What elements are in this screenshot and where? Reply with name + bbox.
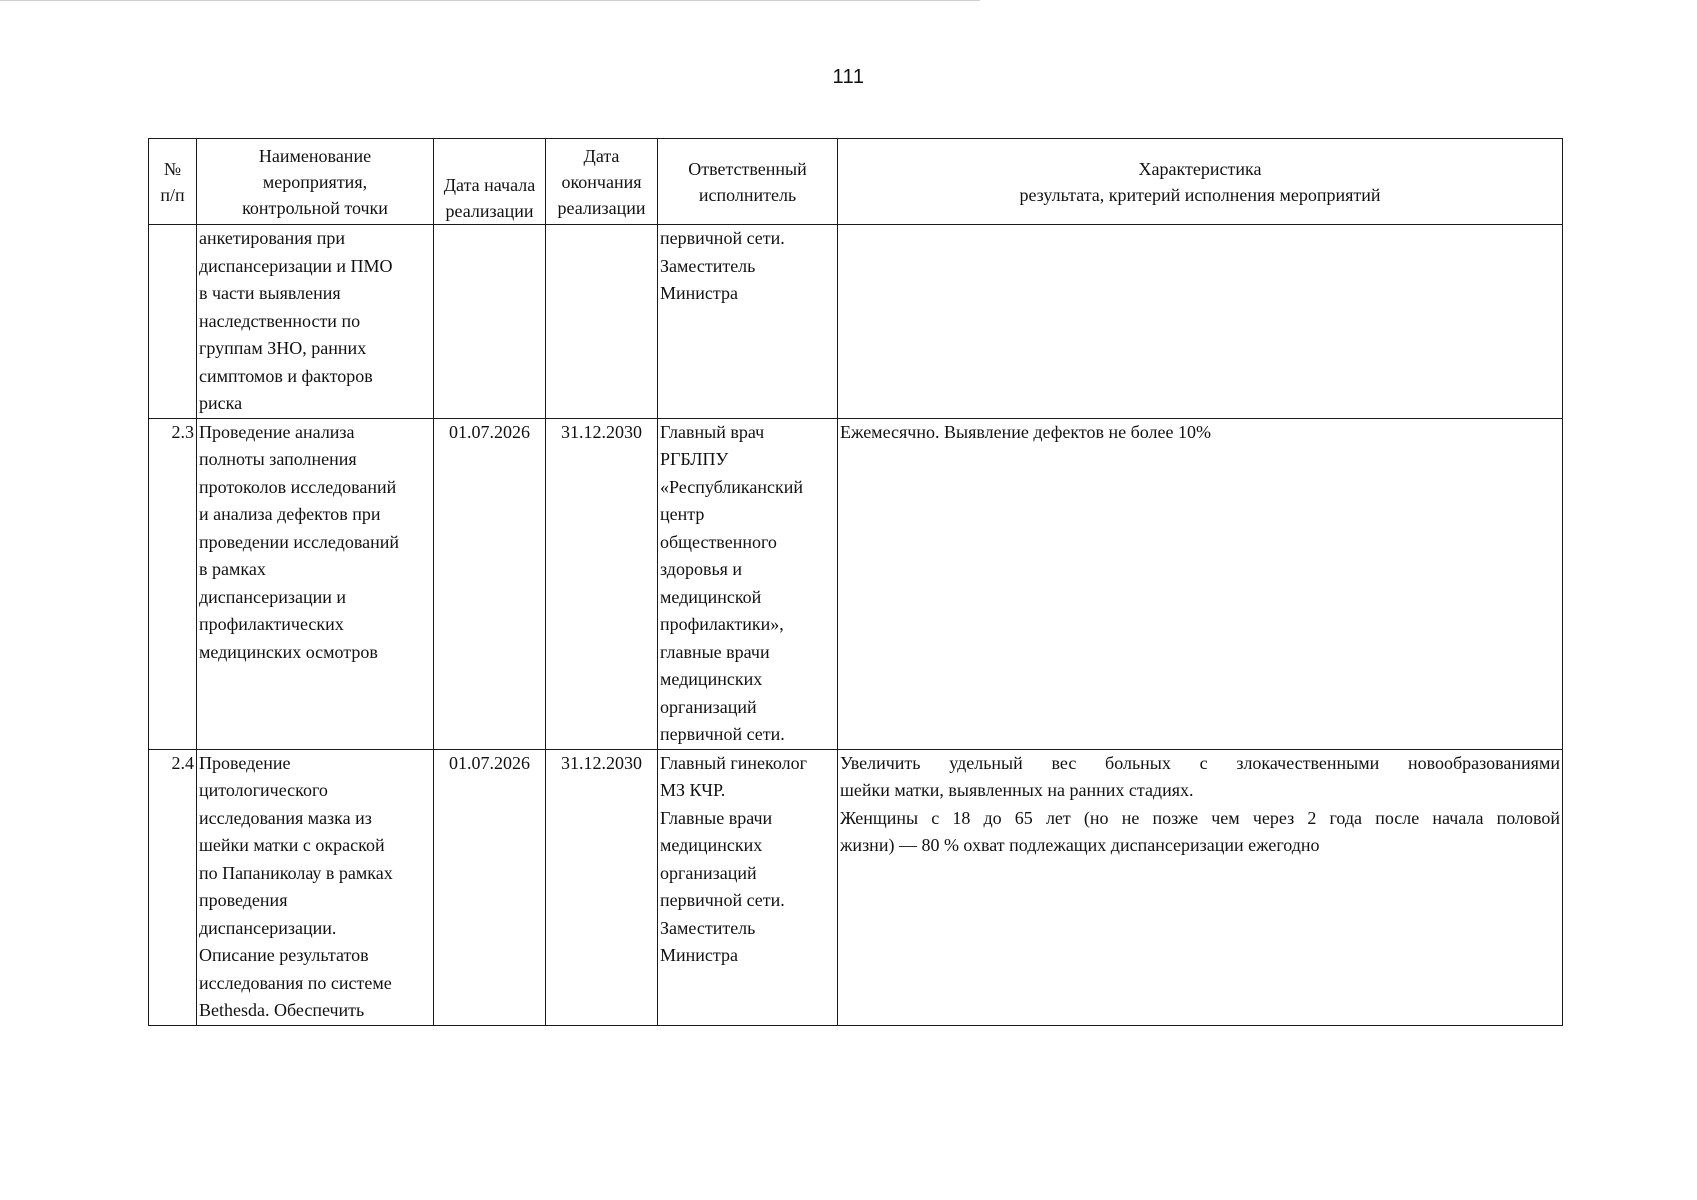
cell-line: проведения: [199, 890, 288, 910]
header-characteristic: [838, 139, 1563, 225]
cell-line: Министра: [660, 945, 738, 965]
cell-line: общественного: [660, 531, 777, 552]
cell-line: риска: [199, 393, 243, 413]
header-line: реализации: [557, 197, 646, 218]
cell-start-date: 01.07.2026: [434, 749, 546, 1025]
cell-characteristic: [838, 749, 1563, 1025]
cell-line: медицинских: [660, 835, 763, 855]
cell-name: [197, 225, 434, 419]
cell-line: Bethesda. Обеспечить: [199, 1000, 365, 1020]
cell-line: по Папаниколау в рамках: [199, 862, 393, 883]
cell-line: исследования по системе: [199, 972, 392, 993]
header-line: Характеристика: [1138, 158, 1262, 179]
cell-line: в рамках: [199, 559, 266, 579]
cell-line: проведении исследований: [199, 531, 399, 552]
cell-line: МЗ КЧР.: [660, 780, 726, 800]
header-name: [197, 139, 434, 225]
header-line: мероприятия,: [262, 171, 368, 192]
cell-line: центр: [660, 504, 705, 524]
cell-line: шейки матки, выявленных на ранних стадиях.: [840, 780, 1194, 800]
header-line: п/п: [160, 184, 185, 205]
cell-line: Министра: [660, 283, 738, 303]
header-line: реализации: [445, 201, 534, 221]
table-row: [149, 749, 1563, 1025]
header-line: Ответственный: [688, 158, 807, 179]
cell-name: [197, 749, 434, 1025]
cell-characteristic: [838, 225, 1563, 419]
cell-num: [149, 225, 197, 419]
cell-responsible: [658, 749, 838, 1025]
cell-line: Главный врач: [660, 421, 765, 442]
cell-line: первичной сети.: [660, 228, 785, 248]
cell-num: 2.4: [149, 749, 197, 1025]
cell-line: протоколов исследований: [199, 476, 397, 497]
cell-line: профилактических: [199, 614, 344, 634]
cell-line: Ежемесячно. Выявление дефектов не более 10%: [840, 421, 1211, 442]
header-num: [149, 139, 197, 225]
cell-responsible: [658, 225, 838, 419]
scan-edge-line: [0, 0, 980, 1]
cell-line: диспансеризации.: [199, 917, 337, 938]
cell-line: медицинской: [660, 586, 762, 607]
cell-line: исследования мазка из: [199, 807, 372, 828]
cell-line: группам ЗНО, ранних: [199, 338, 367, 358]
header-line: Наименование: [258, 145, 372, 166]
cell-line: Описание результатов: [199, 945, 369, 965]
cell-line: «Республиканский: [660, 476, 804, 497]
table-row: [149, 418, 1563, 749]
header-line: Дата: [583, 145, 620, 166]
cell-line: организаций: [660, 696, 757, 717]
cell-line: профилактики»,: [660, 614, 784, 634]
cell-end-date: [546, 225, 658, 419]
cell-line: медицинских: [660, 669, 763, 689]
cell-line: в части выявления: [199, 283, 341, 303]
cell-line: жизни) — 80 % охват подлежащих диспансеризации ежегодно: [840, 835, 1320, 855]
cell-line: первичной сети.: [660, 724, 785, 744]
cell-line: здоровья и: [660, 559, 743, 579]
cell-line: главные врачи: [660, 641, 770, 662]
cell-line: медицинских осмотров: [199, 641, 378, 662]
cell-line: и анализа дефектов при: [199, 504, 381, 524]
cell-line: цитологического: [199, 780, 328, 800]
cell-line: Проведение: [199, 752, 291, 773]
cell-line: Женщины с 18 до 65 лет (но не позже чем через 2 года после начала половой: [840, 807, 1560, 828]
cell-line: организаций: [660, 862, 757, 883]
page-number: 111: [832, 66, 865, 88]
cell-line: полноты заполнения: [199, 449, 357, 469]
header-start-date: [434, 139, 546, 225]
cell-line: диспансеризации и ПМО: [199, 255, 393, 276]
table-row: [149, 225, 1563, 419]
header-responsible: [658, 139, 838, 225]
cell-line: Заместитель: [660, 917, 756, 938]
header-line: контрольной точки: [242, 197, 388, 218]
table-header-row: [149, 139, 1563, 225]
header-line: Дата начала: [443, 175, 536, 195]
cell-line: симптомов и факторов: [199, 365, 373, 386]
header-line: результата, критерий исполнения мероприятий: [1019, 184, 1381, 205]
cell-line: Главный гинеколог: [660, 752, 807, 773]
cell-characteristic: [838, 418, 1563, 749]
cell-line: Проведение анализа: [199, 421, 355, 442]
header-line: №: [163, 158, 182, 179]
cell-num: 2.3: [149, 418, 197, 749]
header-line: исполнитель: [698, 184, 797, 205]
activities-table: [148, 138, 1563, 1026]
cell-start-date: 01.07.2026: [434, 418, 546, 749]
cell-line: первичной сети.: [660, 890, 785, 910]
cell-responsible: [658, 418, 838, 749]
cell-line: Заместитель: [660, 255, 756, 276]
header-end-date: [546, 139, 658, 225]
cell-line: Увеличить удельный вес больных с злокачественными новообразованиями: [840, 752, 1560, 773]
cell-line: Главные врачи: [660, 807, 773, 828]
cell-line: шейки матки с окраской: [199, 835, 385, 855]
cell-line: РГБЛПУ: [660, 449, 729, 469]
header-line: окончания: [561, 171, 642, 192]
cell-start-date: [434, 225, 546, 419]
cell-end-date: 31.12.2030: [546, 749, 658, 1025]
cell-name: [197, 418, 434, 749]
cell-line: анкетирования при: [199, 228, 345, 248]
cell-line: диспансеризации и: [199, 586, 346, 607]
cell-end-date: 31.12.2030: [546, 418, 658, 749]
cell-line: наследственности по: [199, 310, 361, 331]
